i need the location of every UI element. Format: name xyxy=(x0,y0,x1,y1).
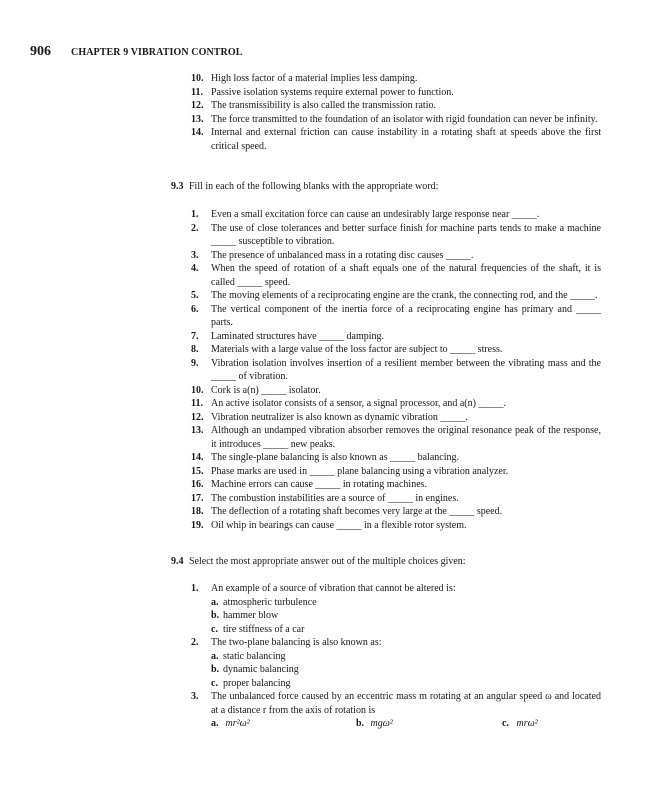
list-item: 9. Vibration isolation involves insertion of a resilient member between the vibrating mass and the _____ of vibration. xyxy=(191,357,601,382)
list-item: 7. Laminated structures have _____ damping. xyxy=(191,330,385,342)
multiple-choice-list xyxy=(191,582,601,731)
list-item: 10. High loss factor of a material implies less damping. xyxy=(191,73,418,84)
list-item: 19. Oil whip in bearings can cause _____ in a flexible rotor system. xyxy=(191,519,467,531)
list-item: 2. The two-plane balancing is also known as: a. static balancing b. dynamic balancing c. proper balancing xyxy=(191,636,601,690)
true-false-list xyxy=(191,72,601,153)
list-item: 17. The combustion instabilities are a source of _____ in engines. xyxy=(191,492,459,504)
section-9-3-heading xyxy=(171,180,601,194)
list-item: 14. Internal and external friction can cause instability in a rotating shaft at speeds above the first critical speed. xyxy=(191,127,601,152)
answer-choice: c. mrω² xyxy=(502,718,538,729)
list-item: 8. Materials with a large value of the loss factor are subject to _____ stress. xyxy=(191,344,503,355)
list-item: 16. Machine errors can cause _____ in rotating machines. xyxy=(191,479,428,490)
list-item: 3. The presence of unbalanced mass in a rotating disc causes _____. xyxy=(191,249,474,261)
answer-choice: a. static balancing xyxy=(211,650,286,662)
list-item: 10. Cork is a(n) _____ isolator. xyxy=(191,384,321,396)
answer-choice: c. tire stiffness of a car xyxy=(211,623,305,635)
section-title: Fill in each of the following blanks with the appropriate word: xyxy=(189,181,439,192)
list-item: 14. The single-plane balancing is also known as _____ balancing. xyxy=(191,452,459,463)
list-item: 11. An active isolator consists of a sensor, a signal processor, and a(n) _____. xyxy=(191,398,506,409)
section-number: 9.4 xyxy=(171,556,184,567)
list-item: 1. Even a small excitation force can cause an undesirably large response near _____. xyxy=(191,209,540,220)
section-title: Select the most appropriate answer out of the multiple choices given: xyxy=(189,556,466,567)
answer-choice: b. hammer blow xyxy=(211,610,279,621)
list-item: 18. The deflection of a rotating shaft becomes very large at the _____ speed. xyxy=(191,506,503,517)
list-item: 15. Phase marks are used in _____ plane balancing using a vibration analyzer. xyxy=(191,465,509,477)
answer-choice: a. mr²ω² xyxy=(211,718,250,729)
list-item: 2. The use of close tolerances and better surface finish for machine parts tends to make a machine _____ susceptible to vibration. xyxy=(191,222,601,247)
page-number: 906 xyxy=(30,44,51,59)
fill-in-list xyxy=(191,208,601,532)
list-item: 4. When the speed of rotation of a shaft equals one of the natural frequencies of the shaft, it is called _____ speed. xyxy=(191,263,601,288)
list-item: 12. The transmissibility is also called the transmission ratio. xyxy=(191,100,436,111)
list-item: 6. The vertical component of the inertia force of a reciprocating engine has primary and _____ parts. xyxy=(191,303,601,328)
answer-choice: b. mgω² xyxy=(356,718,393,729)
answer-choice: c. proper balancing xyxy=(211,677,291,689)
list-item: 12. Vibration neutralizer is also known as dynamic vibration _____. xyxy=(191,411,468,423)
list-item: 5. The moving elements of a reciprocating engine are the crank, the connecting rod, and the _____. xyxy=(191,290,598,301)
page-header xyxy=(30,44,243,60)
list-item: 3. The unbalanced force caused by an eccentric mass m rotating at an angular speed ω and located at a distance r from the axis of rotation is a. mr²ω² b. mgω² c. mrω² xyxy=(191,691,601,729)
inline-answer-choices xyxy=(211,717,601,731)
list-item: 13. Although an undamped vibration absorber removes the original resonance peak of the response, it introduces _____ new peaks. xyxy=(191,425,601,450)
section-9-4-heading xyxy=(171,555,601,569)
list-item: 11. Passive isolation systems require external power to function. xyxy=(191,86,454,98)
section-number: 9.3 xyxy=(171,181,184,192)
list-item: 1. An example of a source of vibration that cannot be altered is: a. atmospheric turbulence b. hammer blow c. tire stiffness of a car xyxy=(191,582,601,636)
answer-choice: b. dynamic balancing xyxy=(211,664,299,675)
list-item: 13. The force transmitted to the foundation of an isolator with rigid foundation can never be infinity. xyxy=(191,113,598,125)
chapter-title: CHAPTER 9 VIBRATION CONTROL xyxy=(71,47,243,58)
answer-choice: a. atmospheric turbulence xyxy=(211,596,317,608)
